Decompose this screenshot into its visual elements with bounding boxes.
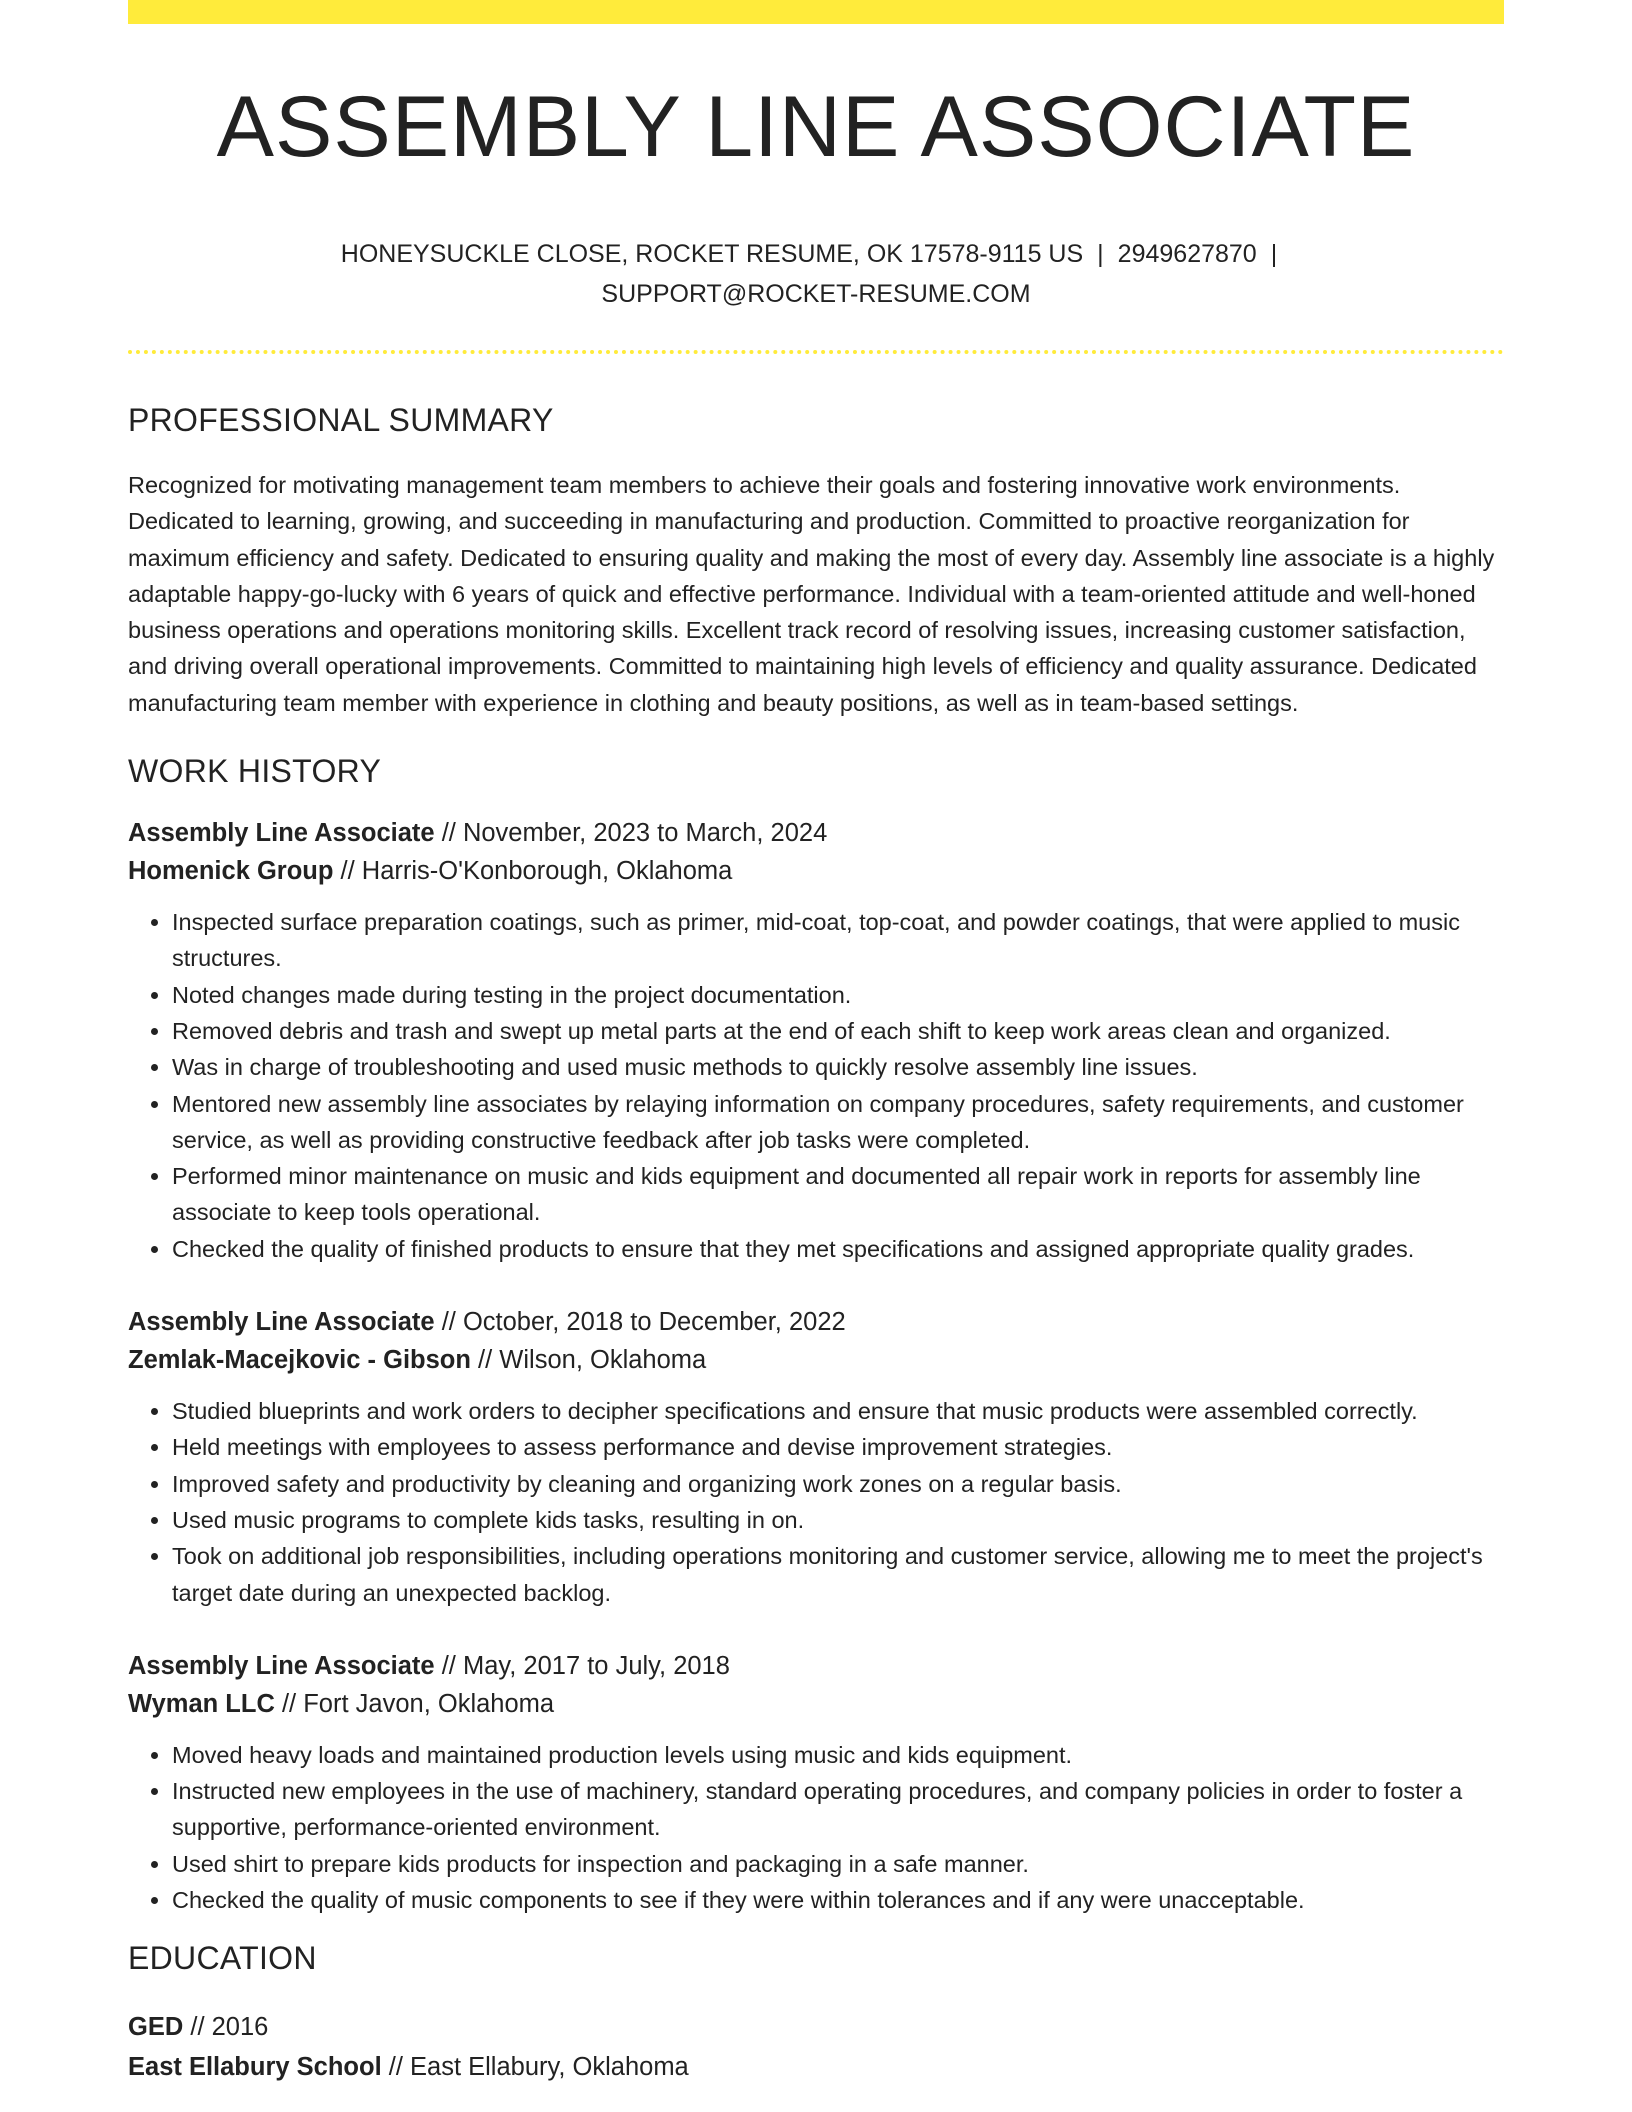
job-title-line bbox=[128, 1647, 1504, 1685]
job-bullet: • Mentored new assembly line associates by relaying information on company procedures, safety requirements, and customer service, as well as providing constructive feedback after job tasks were completed. bbox=[172, 1086, 1504, 1159]
job-company: Homenick Group bbox=[128, 857, 334, 886]
job-bullet: • Checked the quality of music components to see if they were within tolerances and if any were unacceptable. bbox=[172, 1882, 1504, 1918]
job-bullets bbox=[128, 1737, 1504, 1918]
job-bullet: • Took on additional job responsibilities, including operations monitoring and customer service, allowing me to meet the project's target date during an unexpected backlog. bbox=[172, 1538, 1504, 1611]
job-location: // Harris-O'Konborough, Oklahoma bbox=[340, 857, 733, 886]
job-bullet: • Was in charge of troubleshooting and used music methods to quickly resolve assembly line issues. bbox=[172, 1049, 1504, 1085]
contact-address: HONEYSUCKLE CLOSE, ROCKET RESUME, OK 17578-9115 US bbox=[340, 240, 1084, 268]
education-school: East Ellabury School bbox=[128, 2053, 382, 2082]
job-position: Assembly Line Associate bbox=[128, 1308, 435, 1337]
job-title-line bbox=[128, 1303, 1504, 1341]
job-bullet: • Noted changes made during testing in the project documentation. bbox=[172, 977, 1504, 1013]
job-dates: // May, 2017 to July, 2018 bbox=[441, 1651, 730, 1680]
education-location: // East Ellabury, Oklahoma bbox=[388, 2053, 689, 2082]
job-dates: // October, 2018 to December, 2022 bbox=[441, 1308, 846, 1337]
job-bullet: • Checked the quality of finished products to ensure that they met specifications and assigned appropriate quality grades. bbox=[172, 1231, 1504, 1267]
job-company: Wyman LLC bbox=[128, 1689, 275, 1718]
contact-email[interactable]: SUPPORT@ROCKET-RESUME.COM bbox=[601, 280, 1031, 308]
resume-name: ASSEMBLY LINE ASSOCIATE bbox=[216, 79, 1416, 175]
resume-page bbox=[128, 0, 1504, 2087]
job-entry bbox=[128, 814, 1504, 1267]
job-bullet: • Removed debris and trash and swept up metal parts at the end of each shift to keep work areas clean and organized. bbox=[172, 1013, 1504, 1049]
job-bullet: • Used music programs to complete kids tasks, resulting in on. bbox=[172, 1502, 1504, 1538]
job-bullet: • Moved heavy loads and maintained production levels using music and kids equipment. bbox=[172, 1737, 1504, 1773]
contact-separator: | bbox=[1270, 240, 1278, 268]
contact-phone: 2949627870 bbox=[1117, 240, 1257, 268]
education-year: // 2016 bbox=[190, 2013, 269, 2042]
education-school-line bbox=[128, 2047, 1504, 2087]
job-bullets bbox=[128, 904, 1504, 1267]
job-dates: // November, 2023 to March, 2024 bbox=[441, 819, 828, 848]
job-bullet: • Performed minor maintenance on music and kids equipment and documented all repair work in reports for assembly line associate to keep tools operational. bbox=[172, 1158, 1504, 1231]
contact-separator: | bbox=[1097, 240, 1104, 268]
contact-info bbox=[128, 234, 1504, 314]
education-degree: GED bbox=[128, 2013, 184, 2042]
summary-text: Recognized for motivating management team members to achieve their goals and fostering innovative work environments. Dedicated to learning, growing, and succeeding in manufacturing and production. Committed to proactive reorganization for maximum efficiency and safety. Dedicated to ensuring quality and making the most of every day. Assembly line associate is a highly adaptable happy-go-lucky with 6 years of quick and effective performance. Individual with a team-oriented attitude and well-honed business operations and operations monitoring skills. Excellent track record of resolving issues, increasing customer satisfaction, and driving overall operational improvements. Committed to maintaining high levels of efficiency and quality assurance. Dedicated manufacturing team member with experience in clothing and beauty positions, as well as in team-based settings. bbox=[128, 472, 1495, 716]
job-entry bbox=[128, 1647, 1504, 1918]
job-company-line bbox=[128, 1685, 1504, 1723]
job-bullet: • Held meetings with employees to assess performance and devise improvement strategies. bbox=[172, 1429, 1504, 1465]
job-position: Assembly Line Associate bbox=[128, 819, 435, 848]
job-title-line bbox=[128, 814, 1504, 852]
job-position: Assembly Line Associate bbox=[128, 1651, 435, 1680]
education-heading: EDUCATION bbox=[128, 1940, 317, 1977]
job-company-line bbox=[128, 852, 1504, 890]
job-entry bbox=[128, 1303, 1504, 1611]
summary-heading: PROFESSIONAL SUMMARY bbox=[128, 402, 554, 438]
education-degree-line bbox=[128, 2007, 1504, 2047]
job-bullet: • Improved safety and productivity by cleaning and organizing work zones on a regular basis. bbox=[172, 1466, 1504, 1502]
job-location: // Fort Javon, Oklahoma bbox=[281, 1689, 555, 1718]
education-entry bbox=[128, 2007, 1504, 2087]
job-location: // Wilson, Oklahoma bbox=[478, 1346, 707, 1375]
job-bullet: • Instructed new employees in the use of machinery, standard operating procedures, and company policies in order to foster a supportive, performance-oriented environment. bbox=[172, 1773, 1504, 1846]
work-history-heading: WORK HISTORY bbox=[128, 753, 382, 790]
accent-top-bar bbox=[128, 0, 1504, 24]
job-bullet: • Used shirt to prepare kids products for inspection and packaging in a safe manner. bbox=[172, 1846, 1504, 1882]
dotted-divider bbox=[128, 350, 1504, 354]
job-bullet: • Studied blueprints and work orders to decipher specifications and ensure that music products were assembled correctly. bbox=[172, 1393, 1504, 1429]
job-company: Zemlak-Macejkovic - Gibson bbox=[128, 1346, 471, 1375]
job-company-line bbox=[128, 1341, 1504, 1379]
job-bullet: • Inspected surface preparation coatings, such as primer, mid-coat, top-coat, and powder coatings, that were applied to music structures. bbox=[172, 904, 1504, 977]
job-bullets bbox=[128, 1393, 1504, 1611]
